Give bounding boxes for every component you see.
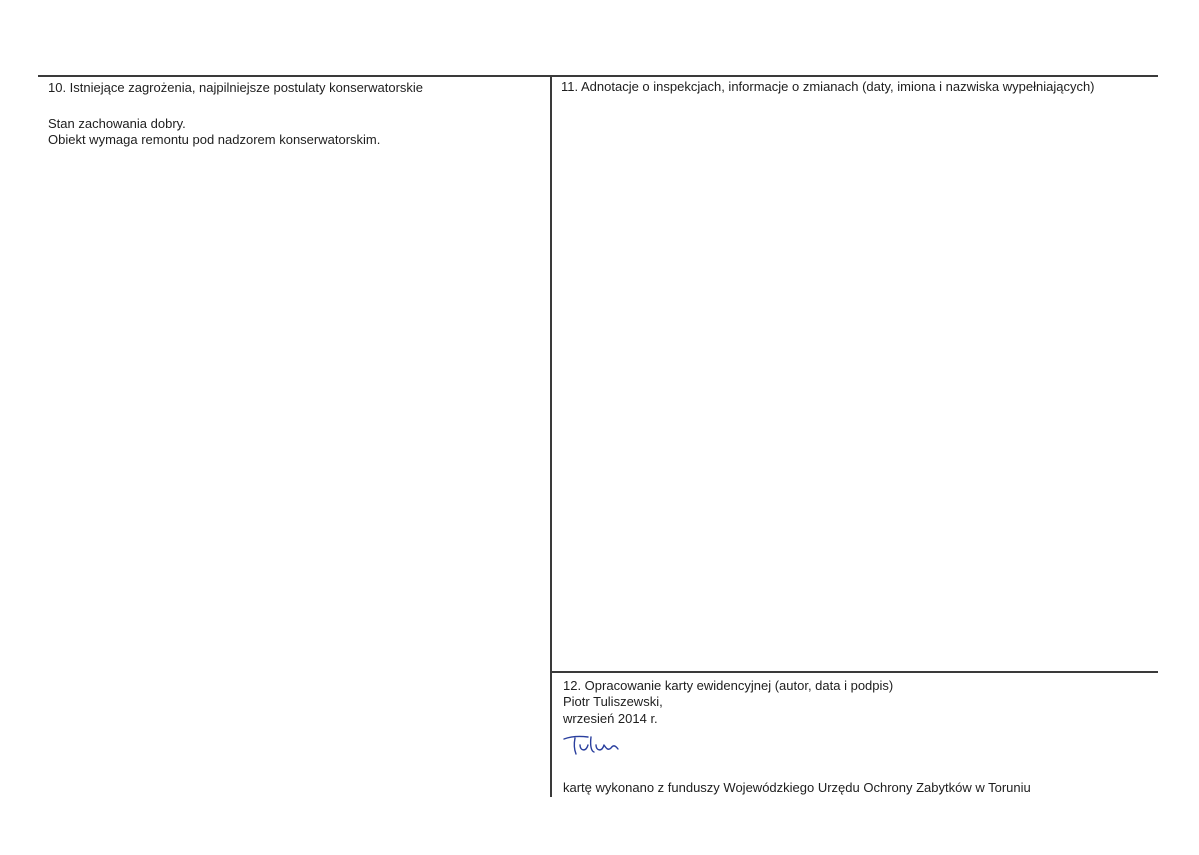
handwritten-signature bbox=[562, 733, 632, 757]
column-divider bbox=[550, 75, 552, 797]
section12-heading: 12. Opracowanie karty ewidencyjnej (autor, data i podpis) bbox=[563, 678, 894, 693]
top-rule bbox=[38, 75, 1158, 77]
section11-heading: 11. Adnotacje o inspekcjach, informacje o zmianach (daty, imiona i nazwiska wypełniających) bbox=[561, 79, 1095, 94]
section10-heading: 10. Istniejące zagrożenia, najpilniejsze postulaty konserwatorskie bbox=[48, 80, 424, 95]
section12-author: Piotr Tuliszewski, bbox=[563, 694, 663, 709]
section12-date: wrzesień 2014 r. bbox=[563, 711, 658, 726]
section10-line-1: Stan zachowania dobry. bbox=[48, 116, 186, 131]
section12-rule bbox=[550, 671, 1158, 673]
section10-line-2: Obiekt wymaga remontu pod nadzorem konserwatorskim. bbox=[48, 132, 381, 147]
funding-note: kartę wykonano z funduszy Wojewódzkiego Urzędu Ochrony Zabytków w Toruniu bbox=[563, 780, 1031, 795]
